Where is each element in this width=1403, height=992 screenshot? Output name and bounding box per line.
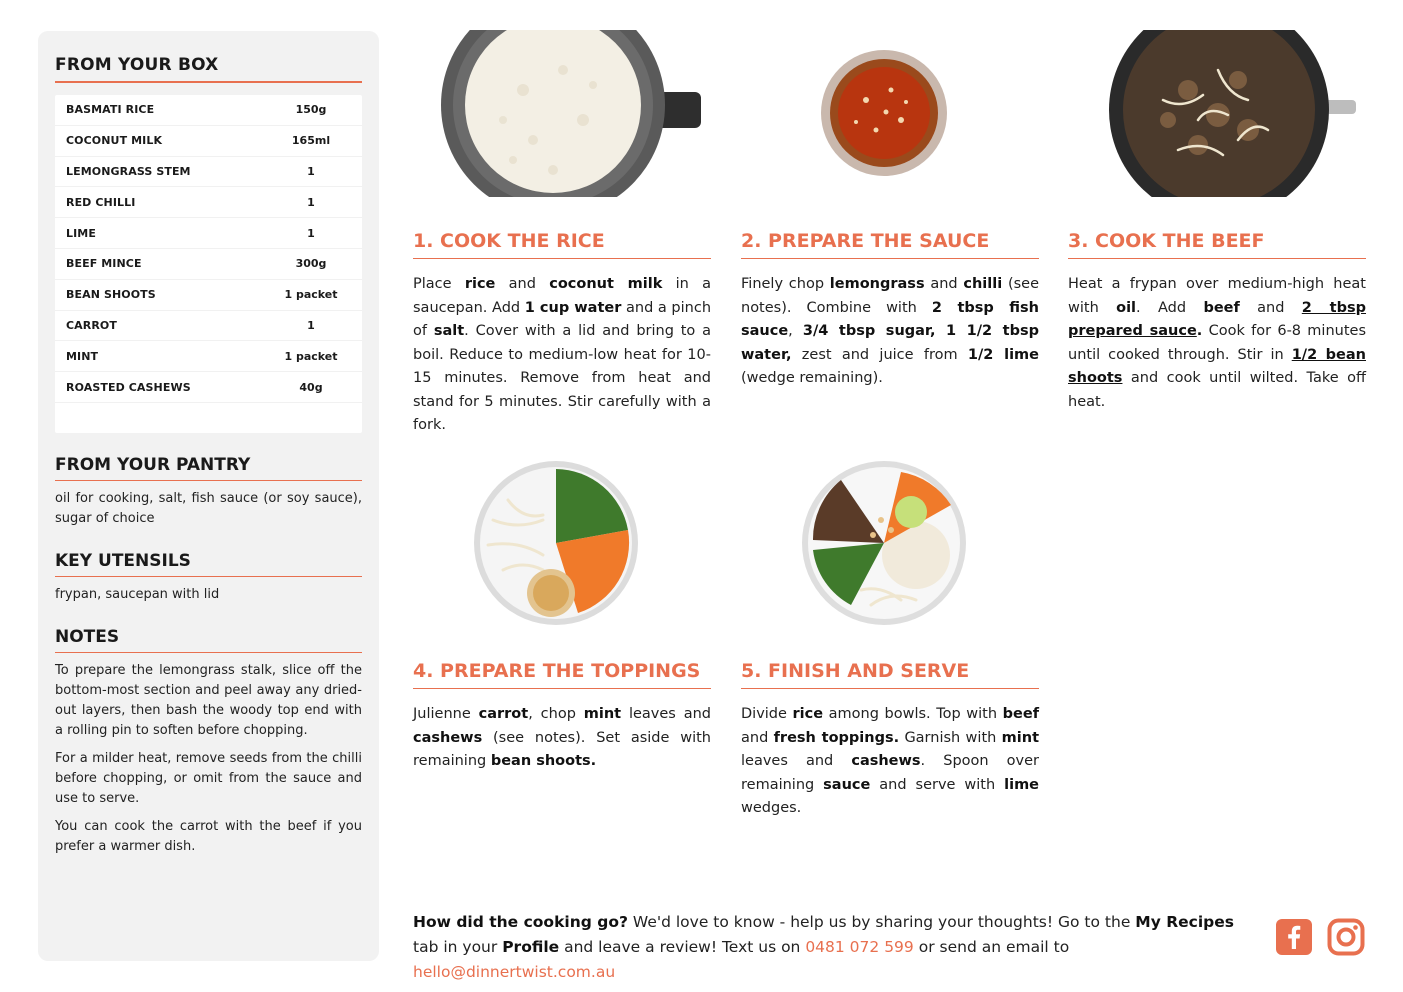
ingredient-name: MINT [66, 349, 99, 363]
step-highlight: salt [433, 323, 465, 339]
ingredient-row [55, 249, 362, 280]
step-body [413, 273, 711, 438]
email-link[interactable]: hello@dinnertwist.com.au [413, 963, 616, 981]
step-highlight: . [1196, 323, 1203, 339]
ingredient-qty: 165ml [291, 134, 331, 148]
facebook-icon[interactable] [1275, 918, 1313, 956]
ingredient-qty: 1 packet [284, 349, 338, 363]
ingredient-qty: 1 [307, 195, 315, 209]
step-highlight: beef [1002, 706, 1039, 722]
step-body [413, 703, 711, 774]
step-text: (see notes). Combine with [741, 276, 1039, 316]
step-title: 4. PREPARE THE TOPPINGS [413, 660, 711, 689]
notes-section [55, 627, 362, 857]
step-highlight: rice [792, 706, 824, 722]
step-highlight: 1/2 lime [967, 346, 1039, 363]
step-text: and [924, 276, 964, 292]
step-highlight: mint [583, 706, 622, 722]
step-highlight: carrot [478, 706, 529, 722]
step-5 [741, 460, 1039, 821]
note-paragraph: To prepare the lemongrass stalk, slice off the bottom-most section and peel away any dried-out layers, then bash the woody top end with a rolling pin to soften before chopping. [55, 662, 362, 738]
step-highlight: lime [1004, 776, 1040, 793]
notes-title: NOTES [55, 627, 362, 653]
ingredient-name: LEMONGRASS STEM [66, 164, 191, 178]
toppings-plate-image [413, 460, 711, 660]
ingredient-row [55, 157, 362, 188]
ingredient-row [55, 280, 362, 311]
step-highlight: 3/4 tbsp sugar, 1 1/2 tbsp water, [741, 323, 1039, 363]
step-highlight: cashews [413, 729, 483, 746]
ingredient-row [55, 341, 362, 372]
pantry-title: FROM YOUR PANTRY [55, 455, 362, 481]
step-text: leaves and [621, 706, 711, 722]
step-text: and cook until wilted. Take off heat. [1068, 370, 1366, 410]
step-text: zest and juice from [791, 346, 968, 363]
step-text: and [495, 276, 550, 292]
footer-text: or send an email to [913, 938, 1070, 956]
step-text: (wedge remaining). [741, 370, 883, 386]
beef-frypan-image [1068, 30, 1366, 230]
ingredient-row [55, 126, 362, 157]
step-text: wedges. [741, 800, 802, 816]
step-text: among bowls. Top with [823, 706, 1003, 722]
step-highlight: 2 tbsp prepared sauce [1068, 299, 1367, 339]
step-highlight: 2 tbsp fish sauce [741, 299, 1039, 339]
step-body [741, 273, 1039, 391]
step-body [741, 703, 1039, 821]
step-text: , [788, 323, 803, 339]
footer-question: How did the cooking go? [413, 913, 628, 931]
step-text: (see notes). Set aside with remaining [413, 729, 711, 769]
my-recipes-label: My Recipes [1135, 913, 1234, 931]
instagram-icon[interactable] [1327, 918, 1365, 956]
ingredient-name: COCONUT MILK [66, 134, 163, 148]
step-highlight: oil [1116, 299, 1137, 316]
step-text: and [1239, 299, 1302, 316]
finished-bowl-image [741, 460, 1039, 660]
step-highlight: fresh toppings. [773, 729, 900, 746]
ingredient-row [55, 95, 362, 126]
step-text: and a pinch of [413, 299, 712, 339]
step-text: Cook for 6-8 minutes until cooked through. Stir in [1068, 323, 1366, 363]
step-highlight: bean shoots. [490, 753, 597, 769]
footer-text: tab in your [413, 938, 503, 956]
step-highlight: cashews [851, 753, 921, 769]
step-4 [413, 460, 711, 774]
step-title: 2. PREPARE THE SAUCE [741, 230, 1039, 259]
step-highlight: coconut milk [549, 276, 663, 292]
ingredient-name: LIME [66, 226, 96, 240]
step-1 [413, 30, 711, 438]
ingredients-table [55, 95, 362, 433]
profile-label: Profile [502, 938, 560, 956]
step-text: . Add [1136, 299, 1204, 316]
utensils-title: KEY UTENSILS [55, 551, 362, 577]
ingredient-row [55, 218, 362, 249]
utensils-section [55, 551, 362, 605]
box-title: FROM YOUR BOX [55, 55, 362, 83]
note-paragraph: For a milder heat, remove seeds from the chilli before chopping, or omit from the sauce and use to serve. [55, 750, 362, 806]
step-text: , chop [528, 706, 584, 722]
rice-pot-image [413, 30, 711, 230]
step-text: Garnish with [899, 729, 1002, 746]
ingredient-qty: 1 packet [284, 288, 338, 302]
step-title: 5. FINISH AND SERVE [741, 660, 1039, 689]
ingredient-row [55, 372, 362, 403]
phone-link[interactable]: 0481 072 599 [805, 938, 914, 956]
step-highlight: mint [1001, 729, 1040, 746]
pantry-text: oil for cooking, salt, fish sauce (or soy sauce), sugar of choice [55, 490, 362, 526]
step-highlight: beef [1203, 299, 1240, 316]
step-body [1068, 273, 1366, 414]
step-text: leaves and [741, 753, 852, 769]
ingredient-name: CARROT [66, 318, 117, 332]
step-highlight: rice [464, 276, 496, 292]
note-paragraph: You can cook the carrot with the beef if you prefer a warmer dish. [55, 818, 362, 854]
ingredient-row [55, 311, 362, 342]
ingredient-name: BEAN SHOOTS [66, 288, 156, 302]
ingredient-name: BEEF MINCE [66, 257, 142, 271]
step-highlight: 1 cup water [524, 299, 622, 316]
ingredient-qty: 1 [307, 226, 315, 240]
step-text: Heat a frypan over medium-high heat with [1068, 276, 1366, 316]
step-highlight: 1/2 bean shoots [1068, 346, 1366, 386]
footer-text: and leave a review! Text us on [559, 938, 806, 956]
step-text: . Spoon over remaining [741, 753, 1039, 793]
utensils-text: frypan, saucepan with lid [55, 586, 220, 602]
pantry-section [55, 455, 362, 529]
ingredient-qty: 150g [295, 103, 327, 117]
step-text: and [741, 729, 774, 746]
step-2 [741, 30, 1039, 391]
ingredient-qty: 1 [307, 164, 315, 178]
footer-text: We'd love to know - help us by sharing your thoughts! Go to the [627, 913, 1136, 931]
step-text: . Cover with a lid and bring to a boil. Reduce to medium-low heat for 10-15 minutes. Remove from heat and stand for 5 minutes. Stir carefully with a fork. [413, 323, 711, 433]
step-title: 3. COOK THE BEEF [1068, 230, 1366, 259]
step-text: Place [413, 276, 465, 292]
step-text: Julienne [413, 706, 479, 722]
feedback-footer [413, 910, 1258, 985]
sidebar [38, 31, 379, 961]
step-3 [1068, 30, 1366, 414]
social-links [1275, 918, 1365, 956]
ingredient-qty: 300g [295, 257, 327, 271]
step-text: in a saucepan. Add [413, 276, 711, 316]
step-highlight: sauce [823, 776, 871, 793]
step-title: 1. COOK THE RICE [413, 230, 711, 259]
ingredient-name: BASMATI RICE [66, 103, 155, 117]
sauce-bowl-image [741, 30, 1039, 230]
step-text: Finely chop [741, 276, 830, 292]
ingredient-row [55, 187, 362, 218]
ingredient-name: ROASTED CASHEWS [66, 380, 191, 394]
ingredient-qty: 40g [299, 380, 323, 394]
step-highlight: chilli [963, 276, 1003, 292]
step-text: Divide [741, 706, 793, 722]
ingredient-name: RED CHILLI [66, 195, 136, 209]
ingredient-qty: 1 [307, 318, 315, 332]
step-text: and serve with [870, 776, 1005, 793]
step-highlight: lemongrass [829, 276, 925, 292]
